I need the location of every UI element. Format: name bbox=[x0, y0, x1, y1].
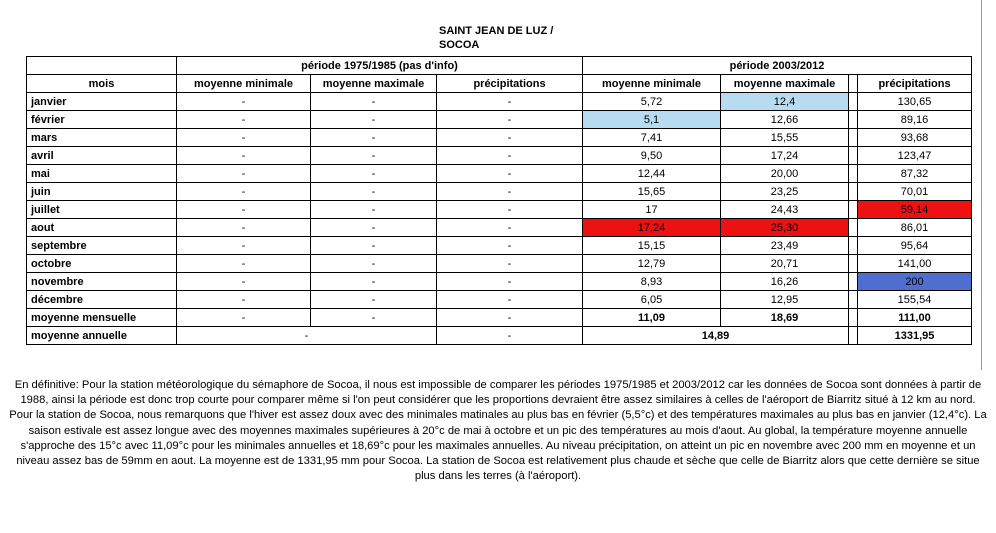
month-name: octobre bbox=[27, 255, 177, 273]
p1-prec-cell: - bbox=[437, 147, 583, 165]
p1-min-cell: - bbox=[177, 237, 311, 255]
min-cell: 17 bbox=[583, 201, 721, 219]
max-cell: 20,00 bbox=[721, 165, 849, 183]
p1-prec-cell: - bbox=[437, 93, 583, 111]
conclusion-paragraph: En définitive: Pour la station météorologique du sémaphore de Socoa, il nous est impossible de comparer les périodes 1975/1985 et 2003/2012 car les données de Socoa sont données à partir de 1988, ainsi la période est donc trop courte pour comparer même si l'on peut considérer que les proportions devraient être assez similaires à celles de l'aéroport de Biarritz situé à 12 km au nord. Pour la station de Socoa, nous remarquons que l'hiver est assez doux avec des minimales matinales au plus bas en février (5,5°c) et des températures maximales au plus bas en janvier (12,4°c). La saison estivale est assez longue avec des moyennes maximales supérieures à 20°c de mai à octobre et un pic des températures au mois d'aout. Au global, la température moyenne annuelle s'approche des 15°c avec 11,09°c pour les minimales annuelles et 18,69°c pour les maximales annuelles. Au niveau précipitation, on atteint un pic en novembre avec 200 mm en moyenne et un niveau assez bas de 59mm en aout. La moyenne est de 1331,95 mm pour Socoa. La station de Socoa est relativement plus chaude et sèche que celle de Biarritz alors que cette dernière se situe plus dans les terres (à l'aéroport). bbox=[9, 379, 987, 483]
max-cell: 12,95 bbox=[721, 291, 849, 309]
month-name: juillet bbox=[27, 201, 177, 219]
prec-cell: 89,16 bbox=[858, 111, 972, 129]
month-name: janvier bbox=[27, 93, 177, 111]
empty-corner bbox=[27, 57, 177, 75]
table-title bbox=[439, 24, 553, 52]
p1-prec-cell: - bbox=[437, 291, 583, 309]
gap-cell bbox=[849, 255, 858, 273]
p1-max-cell: - bbox=[311, 129, 437, 147]
max-cell: 23,25 bbox=[721, 183, 849, 201]
annual-average-row bbox=[27, 327, 972, 345]
header-max-2: moyenne maximale bbox=[721, 75, 849, 93]
table-row bbox=[27, 201, 972, 219]
p1-min-cell: - bbox=[177, 147, 311, 165]
period-2003-2012: période 2003/2012 bbox=[583, 57, 972, 75]
gap-cell bbox=[849, 75, 858, 93]
table-row bbox=[27, 183, 972, 201]
p1-max-cell: - bbox=[311, 219, 437, 237]
p1-max-cell: - bbox=[311, 291, 437, 309]
p1-prec-cell: - bbox=[437, 309, 583, 327]
p1-min-cell: - bbox=[177, 111, 311, 129]
prec-cell: 93,68 bbox=[858, 129, 972, 147]
prec-cell: 95,64 bbox=[858, 237, 972, 255]
header-min-2: moyenne minimale bbox=[583, 75, 721, 93]
max-cell-highlight-highest: 25,30 bbox=[721, 219, 849, 237]
gap-cell bbox=[849, 309, 858, 327]
p1-min-cell: - bbox=[177, 273, 311, 291]
period-header-row bbox=[27, 57, 972, 75]
prec-cell: 87,32 bbox=[858, 165, 972, 183]
min-avg-cell: 11,09 bbox=[583, 309, 721, 327]
max-cell: 17,24 bbox=[721, 147, 849, 165]
min-cell: 9,50 bbox=[583, 147, 721, 165]
gap-cell bbox=[849, 147, 858, 165]
min-cell: 15,65 bbox=[583, 183, 721, 201]
month-name: novembre bbox=[27, 273, 177, 291]
prec-avg-cell: 111,00 bbox=[858, 309, 972, 327]
month-name: décembre bbox=[27, 291, 177, 309]
p1-max-cell: - bbox=[311, 201, 437, 219]
prec-cell: 86,01 bbox=[858, 219, 972, 237]
month-name: février bbox=[27, 111, 177, 129]
gap-cell bbox=[849, 111, 858, 129]
p1-min-cell: - bbox=[177, 129, 311, 147]
min-cell: 8,93 bbox=[583, 273, 721, 291]
p1-min-cell: - bbox=[177, 93, 311, 111]
month-name: septembre bbox=[27, 237, 177, 255]
month-name: mars bbox=[27, 129, 177, 147]
p1-prec-cell: - bbox=[437, 273, 583, 291]
right-border-line bbox=[981, 0, 982, 370]
min-cell: 7,41 bbox=[583, 129, 721, 147]
p1-min-cell: - bbox=[177, 291, 311, 309]
p1-max-cell: - bbox=[311, 183, 437, 201]
climate-table bbox=[26, 56, 972, 345]
month-name: avril bbox=[27, 147, 177, 165]
gap-cell bbox=[849, 219, 858, 237]
table-row bbox=[27, 111, 972, 129]
gap-cell bbox=[849, 201, 858, 219]
table-row bbox=[27, 147, 972, 165]
table-row bbox=[27, 255, 972, 273]
p1-prec-cell: - bbox=[437, 327, 583, 345]
max-cell: 16,26 bbox=[721, 273, 849, 291]
prec-cell: 141,00 bbox=[858, 255, 972, 273]
prec-cell: 155,54 bbox=[858, 291, 972, 309]
p1-prec-cell: - bbox=[437, 255, 583, 273]
p1-min-cell: - bbox=[177, 165, 311, 183]
month-name: mai bbox=[27, 165, 177, 183]
max-cell: 23,49 bbox=[721, 237, 849, 255]
table-row bbox=[27, 165, 972, 183]
gap-cell bbox=[849, 165, 858, 183]
gap-cell bbox=[849, 273, 858, 291]
gap-cell bbox=[849, 93, 858, 111]
prec-cell-highlight-lowest: 59,14 bbox=[858, 201, 972, 219]
p1-max-cell: - bbox=[311, 255, 437, 273]
row-label: moyenne annuelle bbox=[27, 327, 177, 345]
prec-cell-highlight-highest: 200 bbox=[858, 273, 972, 291]
p1-min-cell: - bbox=[177, 201, 311, 219]
p1-prec-cell: - bbox=[437, 165, 583, 183]
p1-max-cell: - bbox=[311, 309, 437, 327]
table-row bbox=[27, 219, 972, 237]
p1-prec-cell: - bbox=[437, 111, 583, 129]
row-label: moyenne mensuelle bbox=[27, 309, 177, 327]
p1-prec-cell: - bbox=[437, 129, 583, 147]
table-row bbox=[27, 291, 972, 309]
p1-prec-cell: - bbox=[437, 219, 583, 237]
max-cell-highlight-lowest: 12,4 bbox=[721, 93, 849, 111]
prec-cell: 70,01 bbox=[858, 183, 972, 201]
min-cell: 5,72 bbox=[583, 93, 721, 111]
annual-temp-cell: 14,89 bbox=[583, 327, 849, 345]
min-cell: 12,44 bbox=[583, 165, 721, 183]
min-cell: 6,05 bbox=[583, 291, 721, 309]
header-mois: mois bbox=[27, 75, 177, 93]
p1-temp-cell: - bbox=[177, 327, 437, 345]
table-row bbox=[27, 273, 972, 291]
p1-prec-cell: - bbox=[437, 201, 583, 219]
p1-min-cell: - bbox=[177, 255, 311, 273]
header-prec-2: précipitations bbox=[858, 75, 972, 93]
max-cell: 12,66 bbox=[721, 111, 849, 129]
p1-prec-cell: - bbox=[437, 237, 583, 255]
min-cell: 15,15 bbox=[583, 237, 721, 255]
p1-min-cell: - bbox=[177, 219, 311, 237]
header-prec-1: précipitations bbox=[437, 75, 583, 93]
header-min-1: moyenne minimale bbox=[177, 75, 311, 93]
p1-min-cell: - bbox=[177, 183, 311, 201]
p1-prec-cell: - bbox=[437, 183, 583, 201]
gap-cell bbox=[849, 129, 858, 147]
p1-max-cell: - bbox=[311, 237, 437, 255]
gap-cell bbox=[849, 291, 858, 309]
p1-max-cell: - bbox=[311, 111, 437, 129]
gap-cell bbox=[849, 183, 858, 201]
min-cell-highlight-lowest: 5,1 bbox=[583, 111, 721, 129]
p1-max-cell: - bbox=[311, 147, 437, 165]
table-row bbox=[27, 237, 972, 255]
p1-max-cell: - bbox=[311, 273, 437, 291]
table-row bbox=[27, 93, 972, 111]
p1-max-cell: - bbox=[311, 165, 437, 183]
max-cell: 24,43 bbox=[721, 201, 849, 219]
monthly-average-row bbox=[27, 309, 972, 327]
max-cell: 20,71 bbox=[721, 255, 849, 273]
min-cell-highlight-highest: 17,24 bbox=[583, 219, 721, 237]
column-header-row bbox=[27, 75, 972, 93]
title-line-2: SOCOA bbox=[439, 39, 480, 51]
table-row bbox=[27, 129, 972, 147]
min-cell: 12,79 bbox=[583, 255, 721, 273]
max-cell: 15,55 bbox=[721, 129, 849, 147]
annual-prec-cell: 1331,95 bbox=[858, 327, 972, 345]
period-1975-1985: période 1975/1985 (pas d'info) bbox=[177, 57, 583, 75]
gap-cell bbox=[849, 237, 858, 255]
title-line-1: SAINT JEAN DE LUZ / bbox=[439, 25, 554, 37]
month-name: aout bbox=[27, 219, 177, 237]
max-avg-cell: 18,69 bbox=[721, 309, 849, 327]
month-name: juin bbox=[27, 183, 177, 201]
header-max-1: moyenne maximale bbox=[311, 75, 437, 93]
p1-min-cell: - bbox=[177, 309, 311, 327]
prec-cell: 123,47 bbox=[858, 147, 972, 165]
prec-cell: 130,65 bbox=[858, 93, 972, 111]
p1-max-cell: - bbox=[311, 93, 437, 111]
gap-cell bbox=[849, 327, 858, 345]
